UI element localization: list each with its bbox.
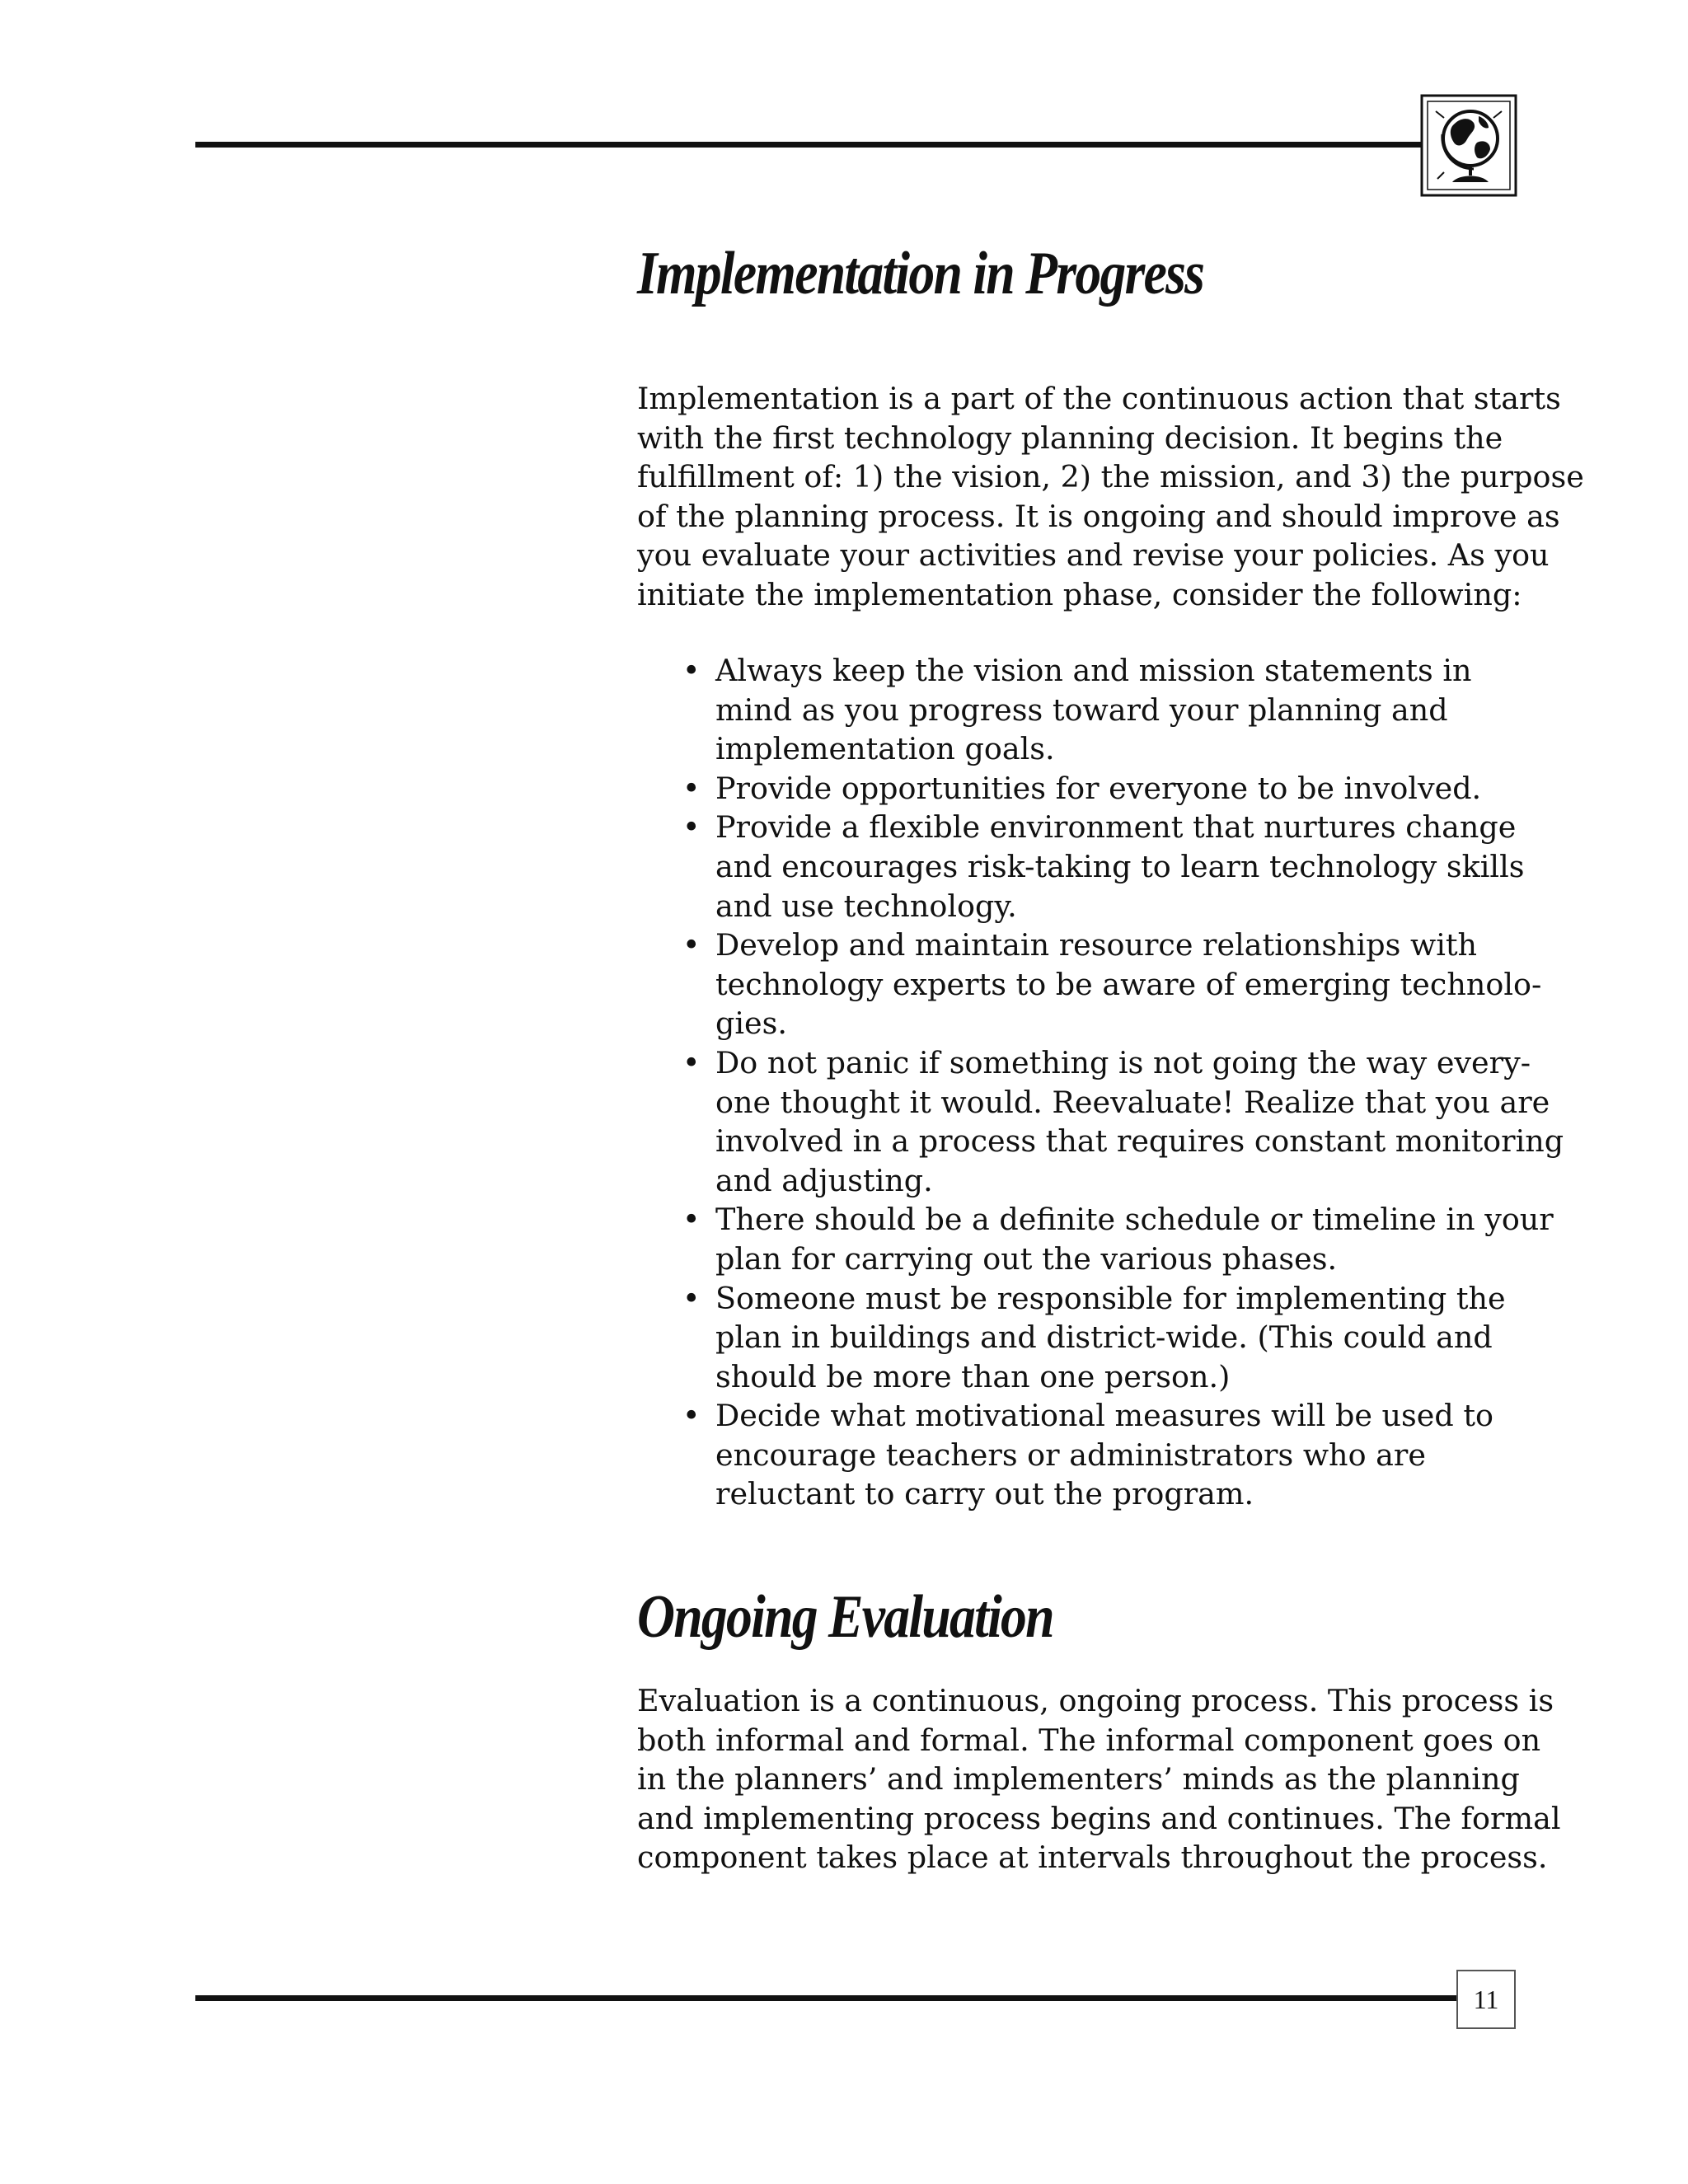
bullet-line: Someone must be responsible for implementing the: [715, 1280, 1506, 1316]
bullet-line: gies.: [715, 1005, 787, 1042]
paragraph-line: Evaluation is a continuous, ongoing process. This process is: [637, 1683, 1554, 1718]
list-item: [676, 651, 1564, 769]
bullet-glyph: •: [682, 1044, 701, 1080]
bullet-line: There should be a definite schedule or timeline in your: [715, 1202, 1554, 1238]
bullet-glyph: •: [682, 1202, 701, 1238]
header-rule: [195, 142, 1422, 148]
paragraph-line: Implementation is a part of the continuous action that starts: [637, 381, 1561, 416]
paragraph-line: and implementing process begins and continues. The formal: [637, 1800, 1561, 1836]
bullet-glyph: •: [682, 809, 701, 846]
bullet-line: plan for carrying out the various phases.: [715, 1240, 1338, 1277]
paragraph-line: in the planners’ and implementers’ minds as the planning: [637, 1761, 1520, 1797]
bullet-line: involved in a process that requires constant monitoring: [715, 1123, 1564, 1160]
list-item: [676, 1279, 1564, 1397]
bullet-line: should be more than one person.): [715, 1358, 1231, 1394]
bullet-line: Provide a flexible environment that nurtures change: [715, 809, 1517, 846]
section-heading-evaluation: Ongoing Evaluation: [637, 1583, 1053, 1651]
bullet-line: and adjusting.: [715, 1162, 933, 1198]
list-item: [676, 1200, 1564, 1278]
paragraph-line: fulfillment of: 1) the vision, 2) the mission, and 3) the purpose: [637, 459, 1584, 495]
section-heading-implementation: Implementation in Progress: [637, 240, 1204, 307]
globe-icon: [1419, 93, 1518, 198]
bullet-line: Decide what motivational measures will be used to: [715, 1398, 1493, 1434]
bullet-line: technology experts to be aware of emerging technolo-: [715, 966, 1542, 1002]
list-item: [676, 1043, 1564, 1200]
implementation-paragraph: [637, 379, 1584, 615]
list-item: [676, 1396, 1564, 1514]
bullet-glyph: •: [682, 1398, 701, 1434]
paragraph-line: component takes place at intervals throughout the process.: [637, 1840, 1548, 1876]
footer-rule: [195, 1995, 1456, 2001]
bullet-line: Develop and maintain resource relationships with: [715, 927, 1478, 963]
list-item: [676, 926, 1564, 1043]
bullet-line: Do not panic if something is not going the way every-: [715, 1044, 1531, 1080]
paragraph-line: with the first technology planning decision. It begins the: [637, 419, 1503, 456]
bullet-glyph: •: [682, 770, 701, 806]
bullet-glyph: •: [682, 1280, 701, 1316]
bullet-glyph: •: [682, 927, 701, 963]
bullet-line: one thought it would. Reevaluate! Realize that you are: [715, 1084, 1550, 1120]
bullet-line: and use technology.: [715, 888, 1017, 924]
list-item: [676, 769, 1564, 808]
paragraph-line: of the planning process. It is ongoing and should improve as: [637, 498, 1560, 534]
bullet-line: plan in buildings and district-wide. (This could and: [715, 1319, 1493, 1356]
paragraph-line: both informal and formal. The informal component goes on: [637, 1722, 1541, 1758]
bullet-line: reluctant to carry out the program.: [715, 1476, 1254, 1512]
list-item: [676, 808, 1564, 926]
bullet-line: implementation goals.: [715, 731, 1055, 767]
page-number: 11: [1456, 1970, 1516, 2029]
evaluation-paragraph: [637, 1681, 1561, 1877]
bullet-line: mind as you progress toward your planning and: [715, 691, 1448, 728]
bullet-line: and encourages risk-taking to learn technology skills: [715, 848, 1525, 884]
bullet-line: Always keep the vision and mission statements in: [715, 653, 1472, 688]
bullet-line: Provide opportunities for everyone to be involved.: [715, 770, 1482, 806]
paragraph-line: initiate the implementation phase, consider the following:: [637, 576, 1522, 612]
bullet-line: encourage teachers or administrators who are: [715, 1436, 1426, 1473]
bullet-glyph: •: [682, 653, 701, 688]
paragraph-line: you evaluate your activities and revise your policies. As you: [637, 537, 1550, 574]
implementation-bullet-list: [676, 651, 1564, 1514]
